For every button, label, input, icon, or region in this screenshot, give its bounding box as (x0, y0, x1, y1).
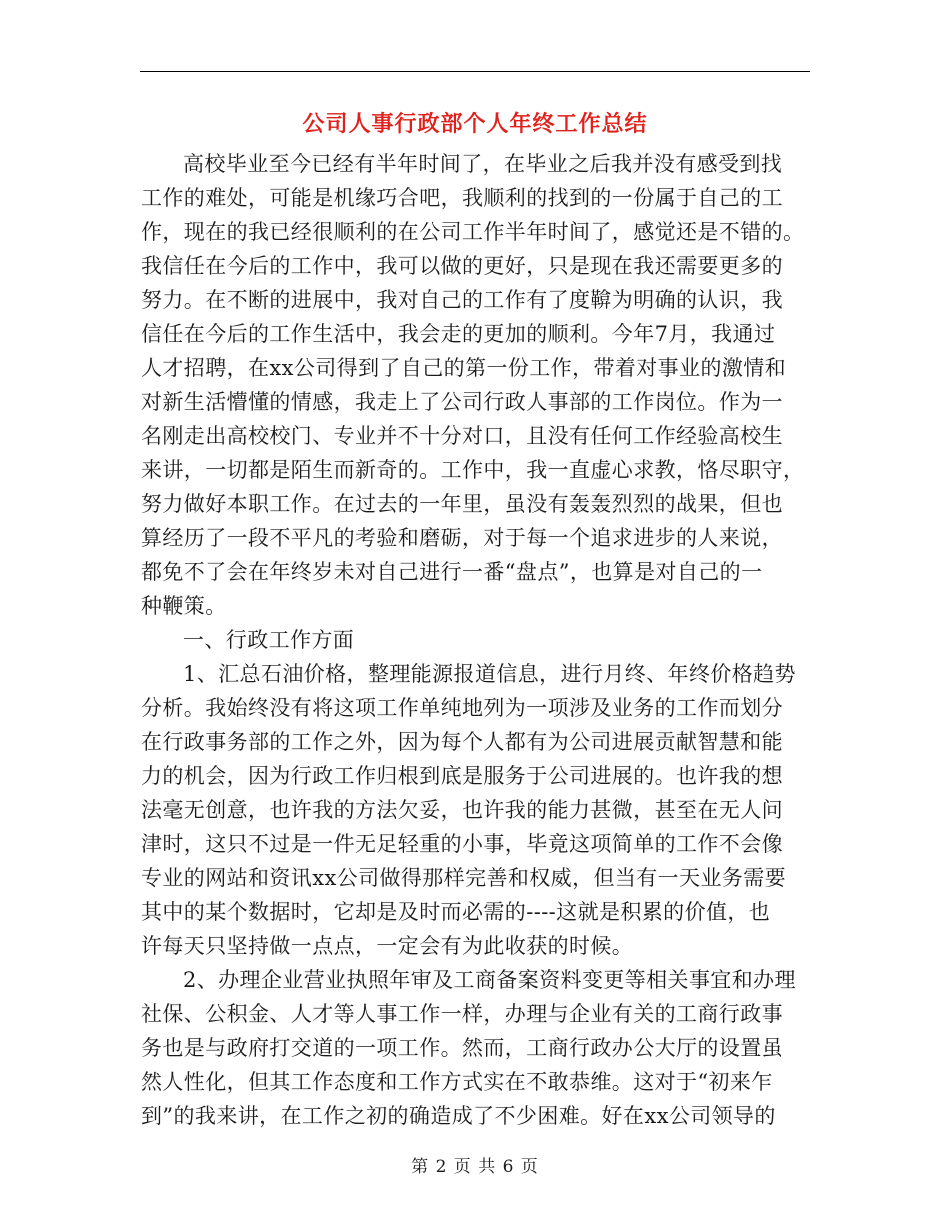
text-line: 在行政事务部的工作之外，因为每个人都有为公司进展贡献智慧和能 (141, 730, 783, 754)
text-line: 到”的我来讲，在工作之初的确造成了不少困难。好在xx公司领导的 (141, 1104, 776, 1128)
text-line: 许每天只坚持做一点点，一定会有为此收获的时候。 (141, 934, 634, 958)
text-line: 来讲，一切都是陌生而新奇的。工作中，我一直虚心求教，恪尽职守， (141, 458, 805, 482)
text-line: 1、汇总石油价格，整理能源报道信息，进行月终、年终价格趋势 (183, 662, 796, 686)
text-line: 算经历了一段不平凡的考验和磨砺，对于每一个追求进步的人来说， (141, 526, 783, 550)
text-line: 对新生活懵懂的情感，我走上了公司行政人事部的工作岗位。作为一 (141, 390, 783, 414)
document-body (141, 147, 813, 1133)
text-line: 信任在今后的工作生活中，我会走的更加的顺利。今年7月，我通过 (141, 322, 776, 346)
text-line: 社保、公积金、人才等人事工作一样，办理与企业有关的工商行政事 (141, 1002, 783, 1026)
text-line: 作，现在的我已经很顺利的在公司工作半年时间了，感觉还是不错的。 (141, 220, 805, 244)
text-line: 努力做好本职工作。在过去的一年里，虽没有轰轰烈烈的战果，但也 (141, 492, 783, 516)
text-line: 分析。我始终没有将这项工作单纯地列为一项涉及业务的工作而划分 (141, 696, 783, 720)
header-rule (140, 71, 810, 72)
text-line: 力的机会，因为行政工作归根到底是服务于公司进展的。也许我的想 (141, 764, 783, 788)
text-line: 人才招聘，在xx公司得到了自己的第一份工作，带着对事业的激情和 (141, 356, 787, 380)
text-line: 种鞭策。 (141, 594, 227, 618)
text-line: 名刚走出高校校门、专业并不十分对口，且没有任何工作经验高校生 (141, 424, 783, 448)
page-indicator: 第 2 页 共 6 页 (411, 1157, 539, 1177)
text-line: 其中的某个数据时，它却是及时而必需的----这就是积累的价值，也 (141, 900, 771, 924)
text-line: 我信任在今后的工作中，我可以做的更好，只是现在我还需要更多的 (141, 254, 783, 278)
text-line: 然人性化，但其工作态度和工作方式实在不敢恭维。这对于“初来乍 (141, 1070, 773, 1094)
text-line: 法毫无创意，也许我的方法欠妥，也许我的能力甚微，甚至在无人问 (141, 798, 783, 822)
text-line: 2、办理企业营业执照年审及工商备案资料变更等相关事宜和办理 (183, 968, 796, 992)
text-line: 津时，这只不过是一件无足轻重的小事，毕竟这项简单的工作不会像 (141, 832, 783, 856)
text-line: 努力。在不断的进展中，我对自己的工作有了度鞥为明确的认识，我 (141, 288, 783, 312)
text-line: 一、行政工作方面 (183, 628, 355, 652)
text-line: 高校毕业至今已经有半年时间了，在毕业之后我并没有感受到找 (183, 152, 783, 176)
text-line: 专业的网站和资讯xx公司做得那样完善和权威，但当有一天业务需要 (141, 866, 787, 890)
text-line: 都免不了会在年终岁未对自己进行一番“盘点”，也算是对自己的一 (141, 560, 763, 584)
document-title: 公司人事行政部个人年终工作总结 (302, 111, 648, 137)
text-line: 工作的难处，可能是机缘巧合吧，我顺利的找到的一份属于自己的工 (141, 186, 783, 210)
text-line: 务也是与政府打交道的一项工作。然而，工商行政办公大厅的设置虽 (141, 1036, 783, 1060)
